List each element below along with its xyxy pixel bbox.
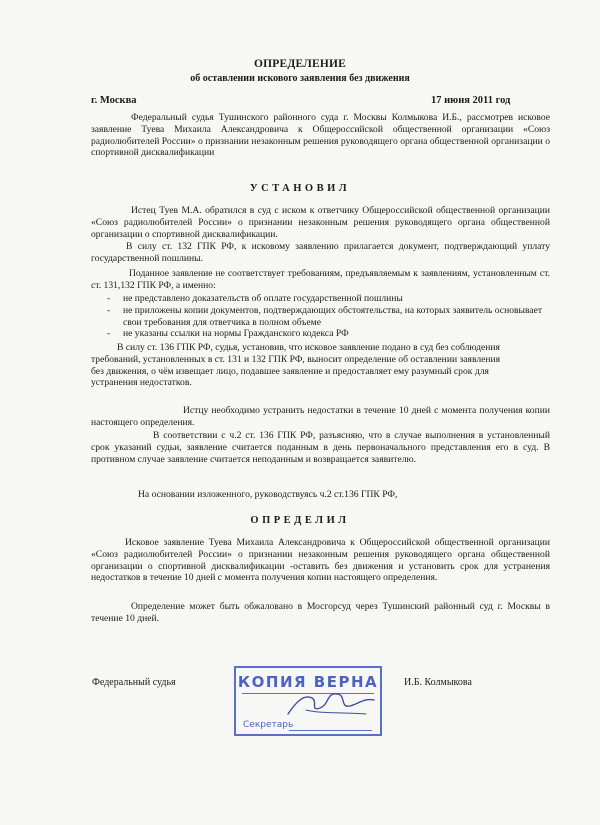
document-title: ОПРЕДЕЛЕНИЕ	[253, 58, 347, 70]
deficiency-list	[107, 293, 547, 340]
established-paragraph-1: Истец Туев М.А. обратился в суд с иском к ответчику Общероссийской общественной организации «Союз радиолюбителей России» о признании незаконным решения руководящего органа общественной организации о спортивной дисквалификации.	[91, 205, 550, 240]
determined-paragraph-2: Определение может быть обжаловано в Мосгорсуд через Тушинский районный суд г. Москвы в течение 10 дней.	[91, 601, 550, 624]
determined-paragraph-1: Исковое заявление Туева Михаила Александровича к Общероссийской общественной организации «Союз радиолюбителей России» о признании незаконным решения руководящего органа общественной организации о спортивной дисквалификации -оставить без движения и установить срок для устранения недостатков в течение 10 дней с момента получения копии настоящего определения.	[91, 537, 550, 584]
heading-determined: ОПРЕДЕЛИЛ	[250, 515, 350, 526]
intro-paragraph: Федеральный судья Тушинского районного суда г. Москвы Колмыкова И.Б., рассмотрев исковое заявление Туева Михаила Александровича к Общероссийской общественной организации «Союз радиолюбителей России» о признании незаконным решения руководящего органа общественной организации о спортивной дисквалификации	[91, 112, 550, 159]
document-date: 17 июня 2011 год	[431, 95, 511, 106]
stamp-signature-line	[289, 730, 372, 731]
established-paragraph-4: В силу ст. 136 ГПК РФ, судья, установив, что исковое заявление подано в суд без соблюдения требований, установленных в ст. 131 и 132 ГПК РФ, выносит определение об оставлении заявления без движения, о чём извещает лицо, подавшее заявление и предоставляет ему разумный срок для устранения недостатков.	[91, 342, 501, 389]
list-item: - не представлено доказательств об оплате государственной пошлины	[107, 293, 403, 304]
established-paragraph-6: В соответствии с ч.2 ст. 136 ГПК РФ, разъясняю, что в случае выполнения в установленный срок указаний судьи, заявление считается поданным в день первоначального представления его в суд. В противном случае заявление считается неподанным и возвращается заявителю.	[91, 430, 550, 465]
city: г. Москва	[91, 95, 137, 106]
heading-established: УСТАНОВИЛ	[249, 183, 351, 194]
stamp-text: КОПИЯ ВЕРНА	[237, 673, 379, 691]
signature-label: Федеральный судья	[92, 677, 176, 688]
list-item: - не указаны ссылки на нормы Гражданского кодекса РФ	[107, 328, 349, 340]
basis-line: На основании изложенного, руководствуясь ч.2 ст.136 ГПК РФ,	[138, 489, 398, 500]
list-item: - не приложены копии документов, подтверждающих обстоятельства, на которых заявитель основывает свои требования для ответчика в полном объеме	[107, 304, 543, 328]
established-paragraph-3: Поданное заявление не соответствует требованиям, предъявляемым к заявлениям, установленным ст. ст. 131,132 ГПК РФ, а именно:	[91, 268, 550, 291]
stamp-secretary-label: Секретарь	[243, 720, 294, 730]
established-paragraph-2: В силу ст. 132 ГПК РФ, к исковому заявлению прилагается документ, подтверждающий уплату государственной пошлины.	[91, 241, 550, 264]
document-subtitle: об оставлении искового заявления без движения	[190, 73, 410, 84]
handwritten-signature	[286, 684, 376, 720]
established-paragraph-5: Истцу необходимо устранить недостатки в течение 10 дней с момента получения копии настоящего определения.	[91, 405, 550, 428]
judge-name: И.Б. Колмыкова	[404, 677, 472, 688]
